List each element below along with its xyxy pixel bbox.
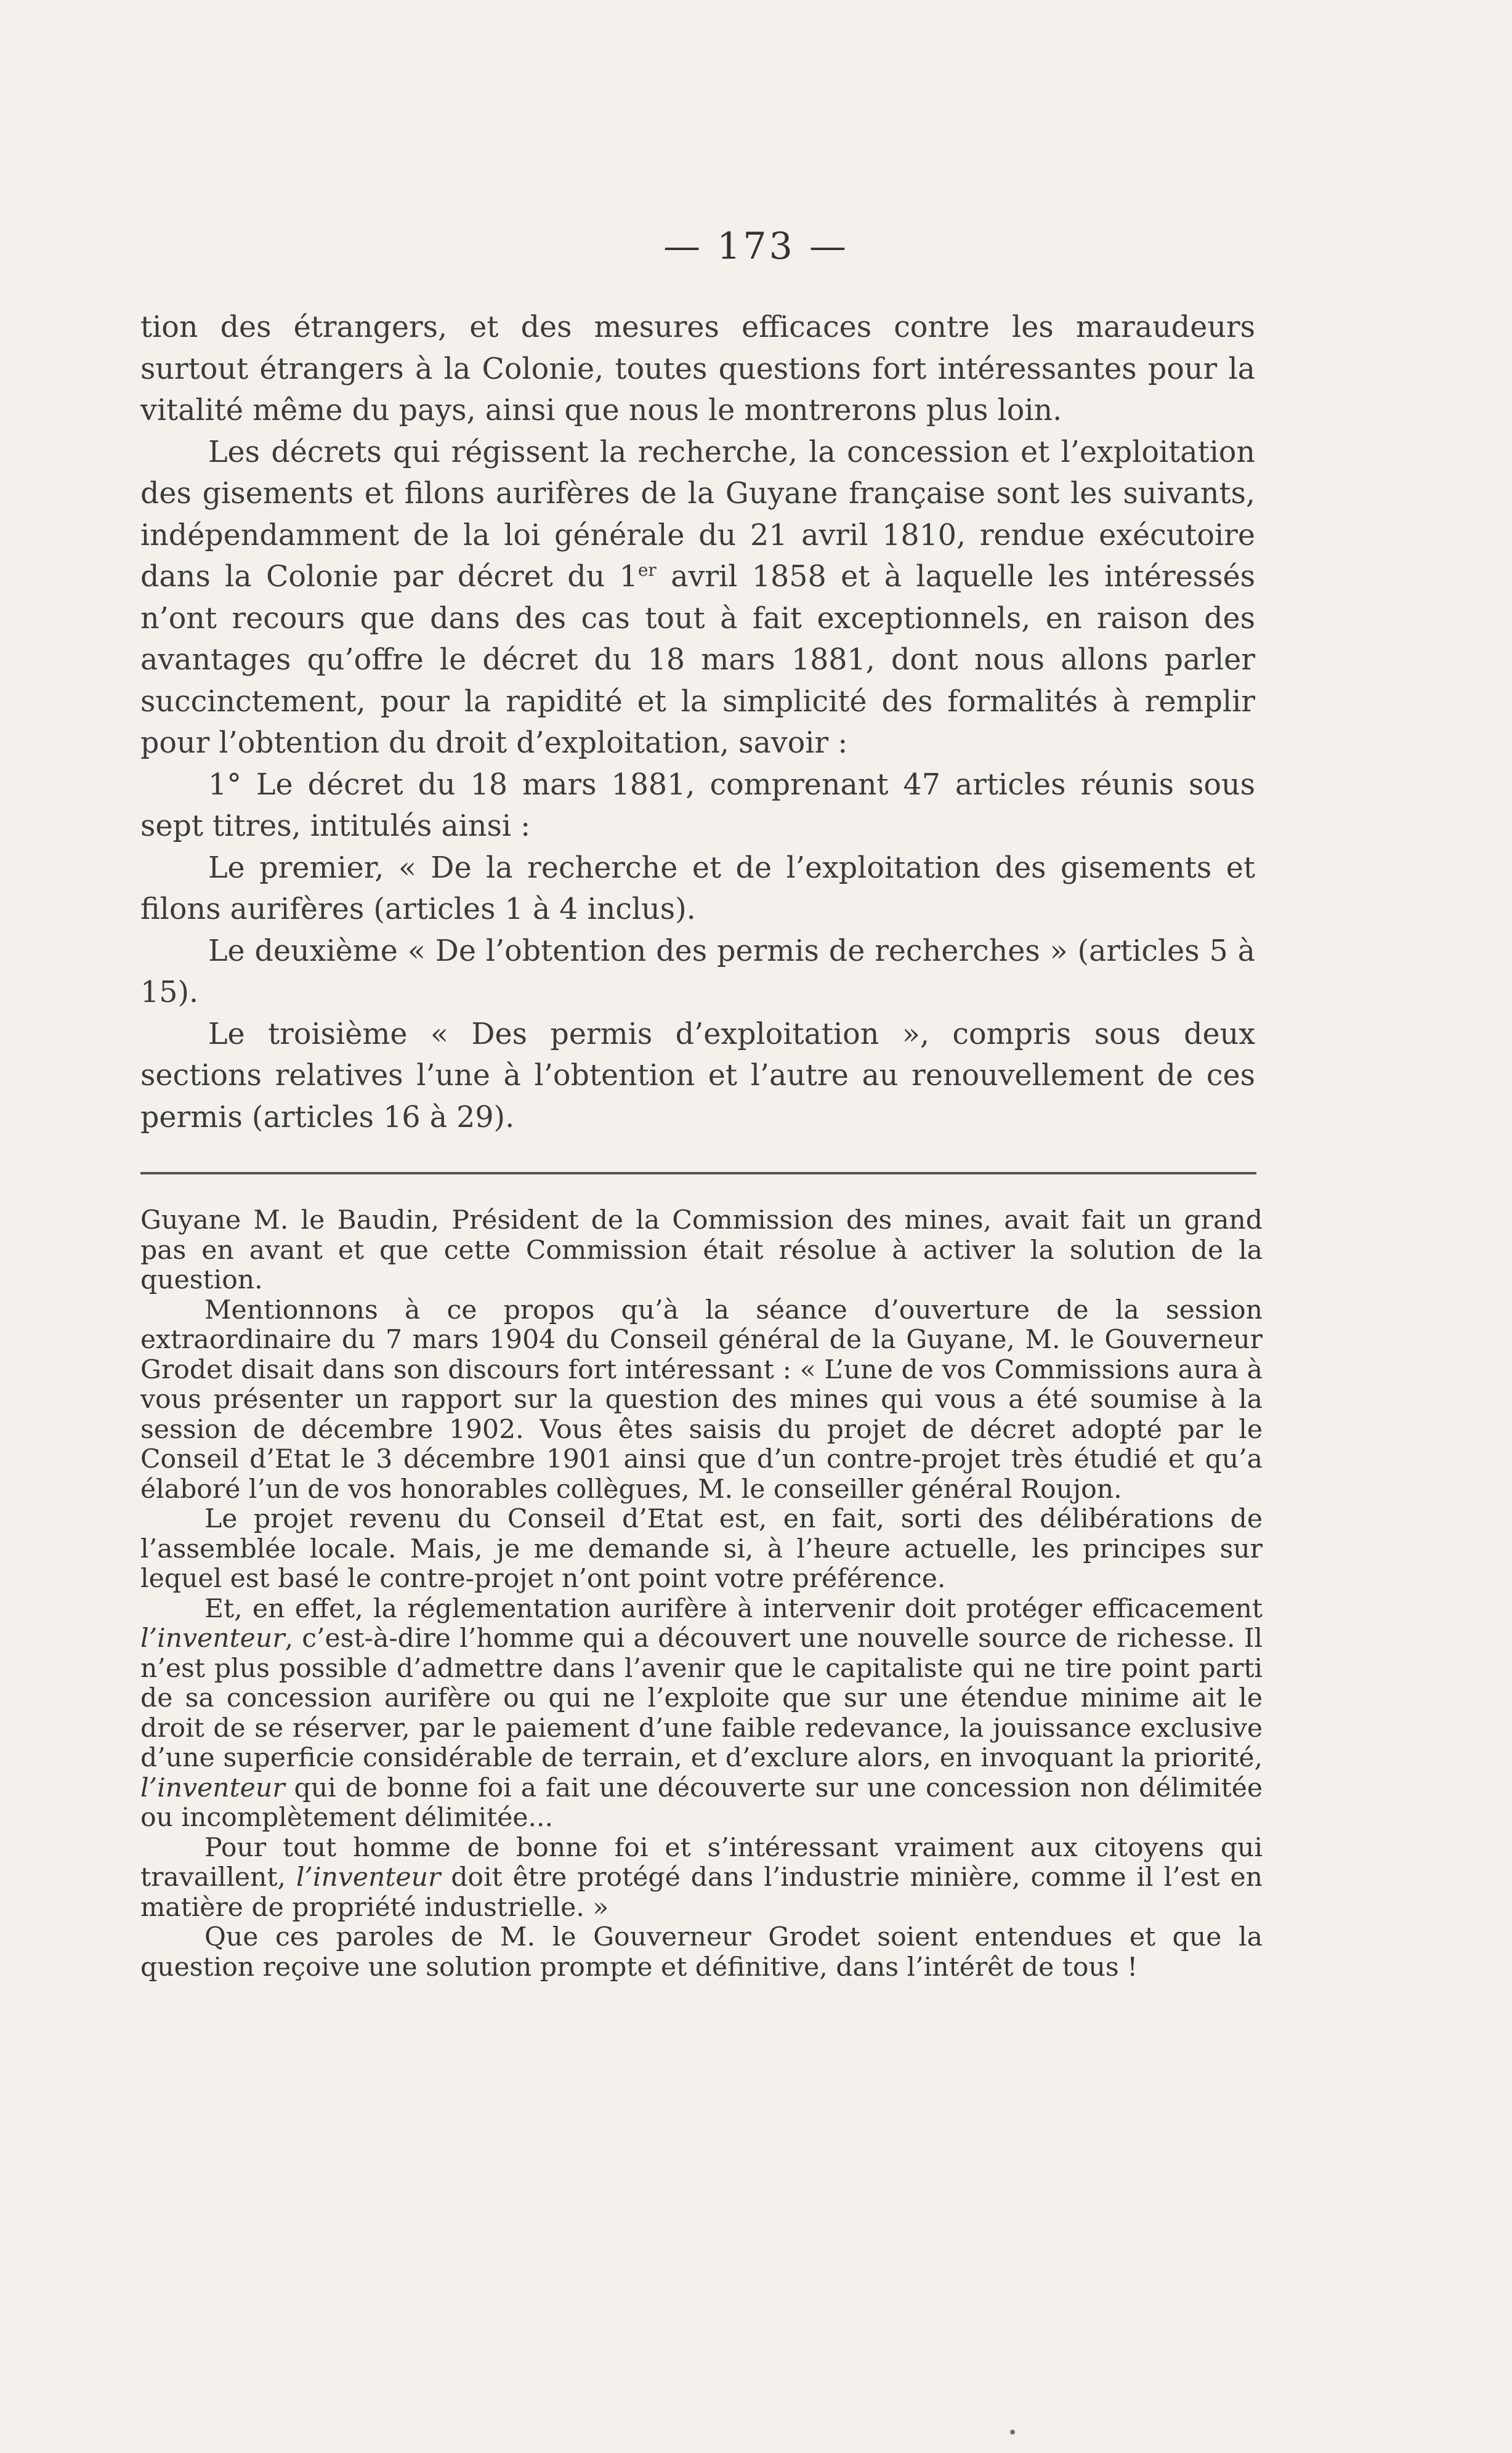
paragraph-2-end: avril 1858 et à laquelle les intéressés n’ont recours que dans des cas tout à fait exceptionnels, en raison des avantages qu’offre le décret du 18 mars 1881, dont nous allons parler succinctement, pour la rapidité et la simplicité des formalités à remplir pour l’obtention du droit d’exploitation, savoir : bbox=[140, 560, 1255, 760]
paragraph-2 bbox=[140, 432, 1255, 764]
footnote-paragraph-6: Que ces paroles de M. le Gouverneur Grodet soient entendues et que la question reçoive une solution prompte et définitive, dans l’intérêt de tous ! bbox=[140, 1922, 1263, 1982]
page-number: — 173 — bbox=[663, 225, 849, 268]
footnote-divider bbox=[140, 1172, 1256, 1174]
footnote-4-part-a: Et, en effet, la réglementation aurifère à intervenir doit protéger efficacement bbox=[204, 1593, 1263, 1624]
main-text bbox=[140, 307, 1255, 1138]
footnote bbox=[140, 1206, 1263, 1982]
footnote-4-part-c: , c’est-à-dire l’homme qui a découvert une nouvelle source de richesse. Il n’est plus possible d’admettre dans l’avenir que le capitaliste qui ne tire point parti de sa concession aurifère ou qui ne l’exploite que sur une étendue minime ait le droit de se réserver, par le paiement d’une faible redevance, la jouissance exclusive d’une superficie considérable de terrain, et d’exclure alors, en invoquant la priorité, bbox=[140, 1623, 1263, 1773]
footnote-paragraph-4 bbox=[140, 1594, 1263, 1833]
emphasis-inventeur: l’inventeur bbox=[140, 1623, 285, 1654]
footnote-5-part-a: Pour tout homme de bonne foi et s’intéressant vraiment aux citoyens qui travaillent, bbox=[140, 1832, 1263, 1893]
footnote-paragraph-1: Guyane M. le Baudin, Président de la Commission des mines, avait fait un grand pas en avant et que cette Commission était résolue à activer la solution de la question. bbox=[140, 1205, 1263, 1295]
footnote-5-part-c: doit être protégé dans l’industrie minière, comme il l’est en matière de propriété industrielle. » bbox=[140, 1862, 1263, 1923]
footnote-paragraph-5 bbox=[140, 1833, 1263, 1923]
emphasis-inventeur: l’inventeur bbox=[140, 1772, 285, 1803]
paragraph-4: Le premier, « De la recherche et de l’exploitation des gisements et filons aurifères (articles 1 à 4 inclus). bbox=[140, 851, 1255, 926]
paragraph-3: 1° Le décret du 18 mars 1881, comprenant 47 articles réunis sous sept titres, intitulés ainsi : bbox=[140, 767, 1255, 843]
paragraph-6: Le troisième « Des permis d’exploitation », compris sous deux sections relatives l’une à l’obtention et l’autre au renouvellement de ces permis (articles 16 à 29). bbox=[140, 1017, 1255, 1134]
paper-speck bbox=[1010, 2430, 1015, 2435]
paragraph-5: Le deuxième « De l’obtention des permis de recherches » (articles 5 à 15). bbox=[140, 934, 1255, 1009]
paragraph-1: tion des étrangers, et des mesures efficaces contre les maraudeurs surtout étrangers à la Colonie, toutes questions fort intéressantes pour la vitalité même du pays, ainsi que nous le montrerons plus loin. bbox=[140, 310, 1255, 427]
footnote-paragraph-2: Mentionnons à ce propos qu’à la séance d’ouverture de la session extraordinaire du 7 mars 1904 du Conseil général de la Guyane, M. le Gouverneur Grodet disait dans son discours fort intéressant : « L’une de vos Commissions aura à vous présenter un rapport sur la question des mines qui vous a été soumise à la session de décembre 1902. Vous êtes saisis du projet de décret adopté par le Conseil d’Etat le 3 décembre 1901 ainsi que d’un contre-projet très étudié et qu’a élaboré l’un de vos honorables collègues, M. le conseiller général Roujon. bbox=[140, 1295, 1263, 1505]
footnote-paragraph-3: Le projet revenu du Conseil d’Etat est, en fait, sorti des délibérations de l’assemblée locale. Mais, je me demande si, à l’heure actuelle, les principes sur lequel est basé le contre-projet n’ont point votre préférence. bbox=[140, 1504, 1263, 1594]
footnote-4-part-e: qui de bonne foi a fait une découverte sur une concession non délimitée ou incomplètement délimitée... bbox=[140, 1772, 1263, 1833]
paragraph-2-start: Les décrets qui régissent la recherche, la concession et l’exploitation des gisements et filons aurifères de la Guyane française sont les suivants, indépendamment de la loi générale du 21 avril 1810, rendue exécutoire dans la Colonie par décret du 1 bbox=[140, 435, 1255, 594]
ordinal-superscript: er bbox=[637, 560, 657, 581]
emphasis-inventeur: l’inventeur bbox=[296, 1862, 441, 1893]
